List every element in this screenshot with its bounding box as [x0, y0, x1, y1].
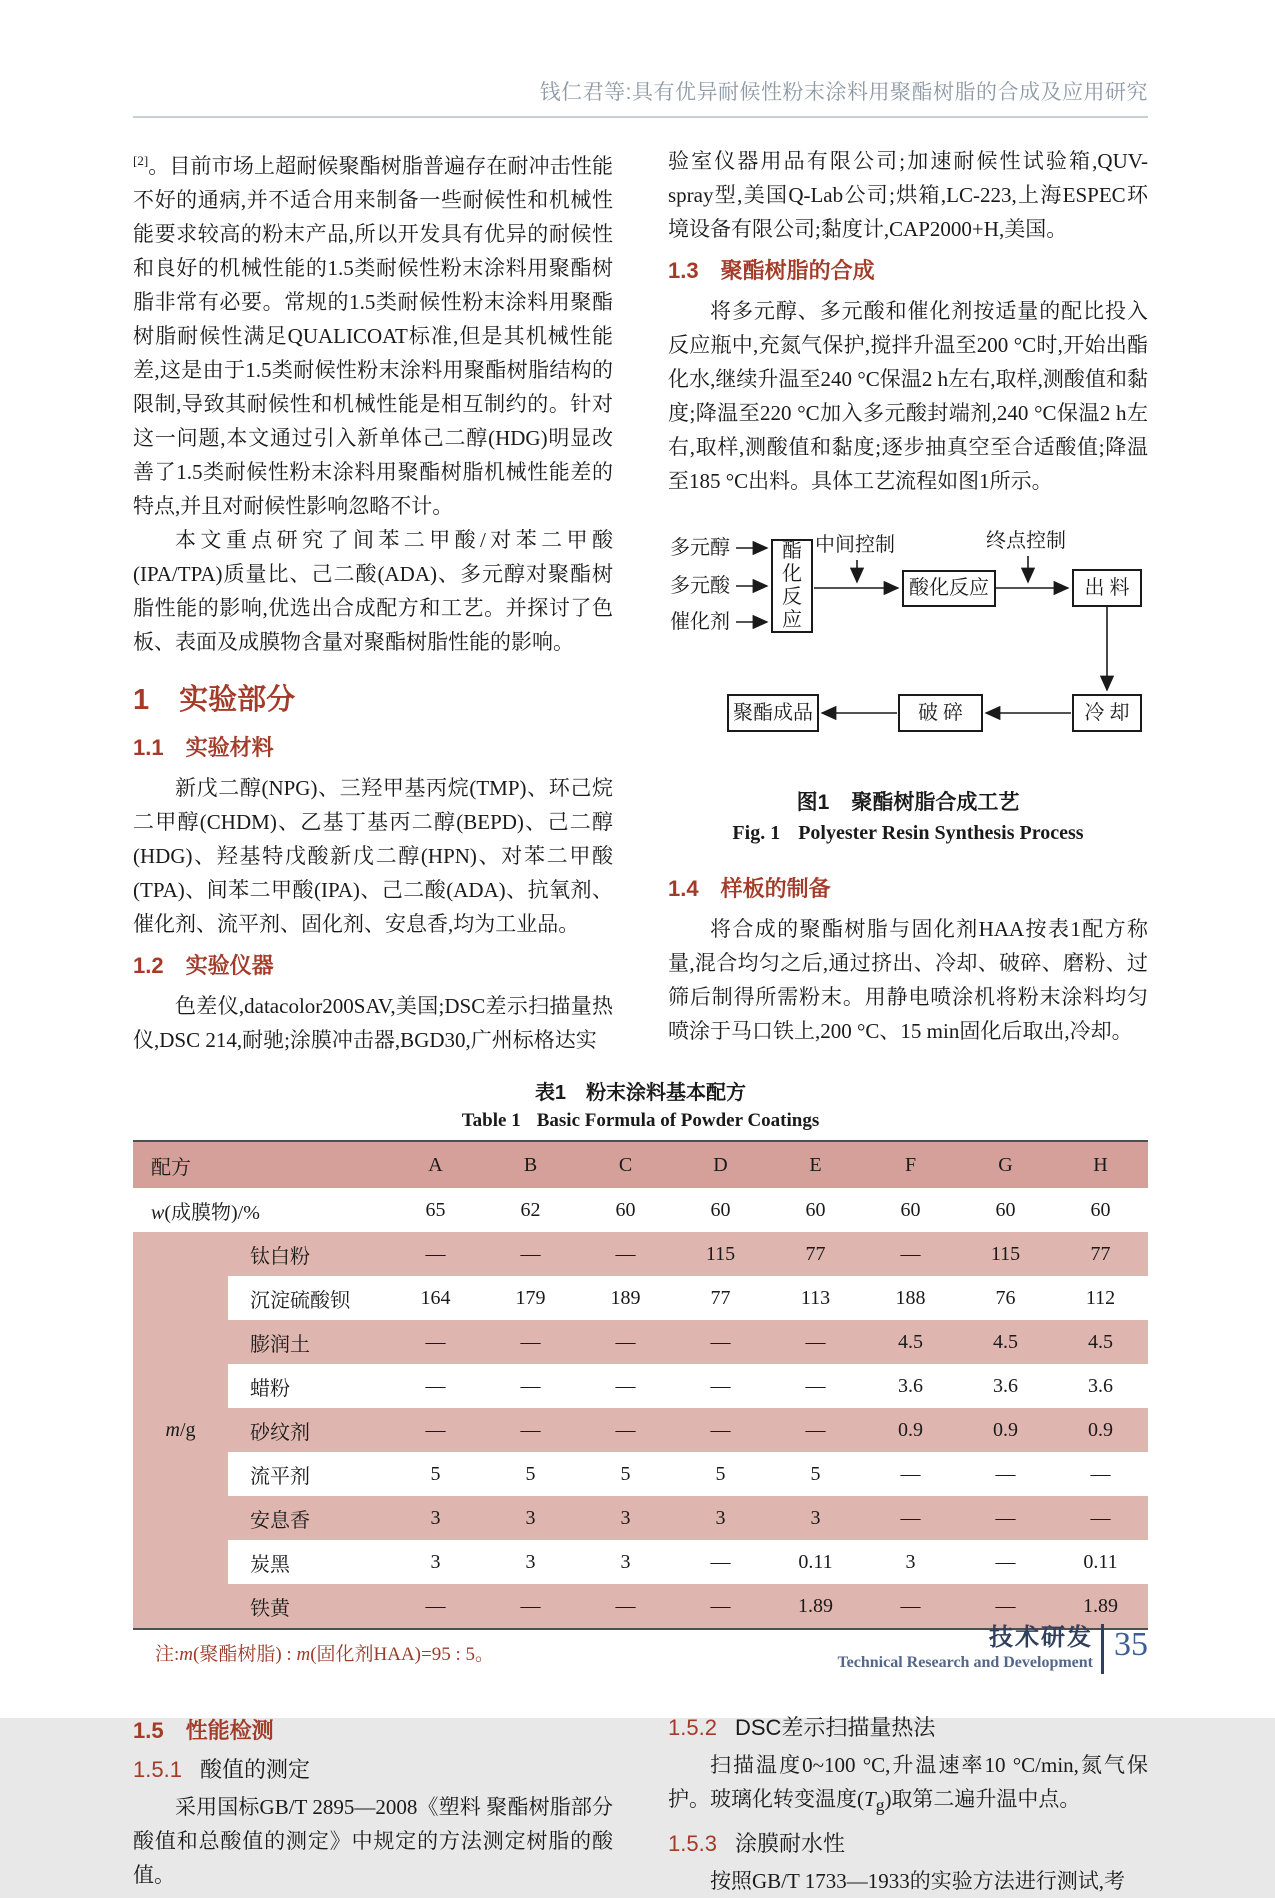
page-footer: [837, 1624, 1148, 1674]
flow-label-mid-control: 中间控制: [815, 534, 895, 556]
table-cell: 4.5: [1053, 1320, 1148, 1364]
table-cell: —: [900, 1462, 921, 1485]
column-header: D: [713, 1153, 728, 1176]
table-cell: 60: [615, 1198, 636, 1221]
table-cell: —: [863, 1232, 958, 1276]
table-cell: 4.5: [958, 1320, 1053, 1364]
table1-title-cn: 表1 粉末涂料基本配方: [534, 1082, 747, 1104]
footer-divider: [1101, 1624, 1104, 1674]
flow-input-catalyst: 催化剂: [670, 611, 730, 633]
table-cell: 113: [800, 1286, 831, 1309]
table-cell: 60: [1090, 1198, 1111, 1221]
table-cell: —: [673, 1408, 768, 1452]
table-cell: 60: [805, 1198, 826, 1221]
flow-box-crushing: 破 碎: [898, 694, 983, 732]
table-cell: —: [615, 1374, 636, 1397]
column-header: B: [523, 1153, 538, 1176]
column-header-formula: 配方: [151, 1156, 191, 1179]
table-cell: 1.89: [768, 1584, 863, 1629]
row-label: 蜡粉: [250, 1377, 290, 1400]
table1-block: [133, 1079, 1148, 1670]
running-title: 钱仁君等:具有优异耐候性粉末涂料用聚酯树脂的合成及应用研究: [539, 81, 1148, 104]
table-cell: 5: [430, 1462, 441, 1485]
table-cell: 115: [673, 1232, 768, 1276]
table-cell: 60: [900, 1198, 921, 1221]
row-label: w(成膜物)/%: [151, 1201, 260, 1224]
table-cell: —: [995, 1462, 1016, 1485]
table-row: [133, 1276, 1148, 1320]
bottom-right-column: [668, 1706, 1148, 1898]
table-row: [133, 1320, 1148, 1364]
flow-input-polyol: 多元醇: [670, 537, 730, 559]
table-cell: —: [578, 1320, 673, 1364]
table-row: [133, 1364, 1148, 1408]
table-header-row: [133, 1141, 1148, 1188]
table-cell: 3: [388, 1496, 483, 1540]
flow-box-esterification: 酯化反应: [771, 539, 813, 633]
table-cell: 60: [995, 1198, 1016, 1221]
table-cell: 3: [905, 1550, 916, 1573]
table-cell: 189: [610, 1286, 641, 1309]
section-heading-1: 1 实验部分: [133, 684, 296, 716]
table-cell: —: [805, 1374, 826, 1397]
flow-label-end-control: 终点控制: [986, 530, 1066, 552]
table-cell: 3.6: [898, 1374, 923, 1397]
table-cell: —: [483, 1584, 578, 1629]
section-heading-1-5-1: 1.5.1 酸值的测定: [133, 1757, 310, 1782]
table-cell: 0.11: [1083, 1550, 1118, 1573]
table-cell: —: [673, 1320, 768, 1364]
table-row: [133, 1452, 1148, 1496]
table-row: [133, 1540, 1148, 1584]
table-cell: 5: [810, 1462, 821, 1485]
column-header: A: [428, 1153, 443, 1176]
row-label: 铁黄: [228, 1584, 388, 1629]
table-cell: 1.89: [1053, 1584, 1148, 1629]
table-row: [133, 1232, 1148, 1276]
flow-box-cooling: 冷 却: [1072, 694, 1142, 732]
table-cell: —: [768, 1408, 863, 1452]
flow-input-polyacid: 多元酸: [670, 575, 730, 597]
flow-box-product: 聚酯成品: [727, 694, 819, 732]
footer-section-cn: 技术研发: [989, 1624, 1093, 1651]
right-column: [668, 144, 1148, 1057]
table-cell: —: [958, 1584, 1053, 1629]
column-header: C: [618, 1153, 633, 1176]
column-header: H: [1093, 1153, 1108, 1176]
table-cell: 0.11: [798, 1550, 833, 1573]
table-cell: 77: [1053, 1232, 1148, 1276]
table-cell: 60: [710, 1198, 731, 1221]
row-label: 沉淀硫酸钡: [250, 1289, 350, 1312]
paragraph-synthesis: 将多元醇、多元酸和催化剂按适量的配比投入反应瓶中,充氮气保护,搅拌升温至200 °C时,开始出酯化水,继续升温至240 °C保温2 h左右,取样,测酸值和黏度;降温至220 °C加入多元酸封端剂,240 °C保温2 h左右,取样,测酸值和黏度;逐步抽真空至合适酸值;降温至185 °C出料。具体工艺流程如图1所示。: [668, 299, 1148, 493]
table-cell: —: [483, 1232, 578, 1276]
table-cell: 76: [995, 1286, 1016, 1309]
table-cell: —: [388, 1408, 483, 1452]
table-cell: 65: [425, 1198, 446, 1221]
table-cell: 3: [578, 1496, 673, 1540]
table-cell: —: [483, 1320, 578, 1364]
table-cell: —: [1053, 1496, 1148, 1540]
table-cell: —: [710, 1374, 731, 1397]
table-cell: —: [768, 1320, 863, 1364]
paragraph-dsc: 扫描温度0~100 °C,升温速率10 °C/min,氮气保护。玻璃化转变温度$(T_g)$取第二遍升温中点。: [668, 1753, 1148, 1816]
bottom-columns: [133, 1706, 1148, 1898]
table-cell: 77: [710, 1286, 731, 1309]
paragraph-instruments-cont: 验室仪器用品有限公司;加速耐候性试验箱,QUV-spray型,美国Q-Lab公司;烘箱,LC-223,上海ESPEC环境设备有限公司;黏度计,CAP2000+H,美国。: [668, 149, 1148, 241]
flow-box-acidification: 酸化反应: [902, 570, 996, 607]
section-heading-1-5-3: 1.5.3 涂膜耐水性: [668, 1831, 845, 1857]
column-header: G: [998, 1153, 1013, 1176]
table-cell: —: [578, 1232, 673, 1276]
paragraph-materials: 新戊二醇(NPG)、三羟甲基丙烷(TMP)、环己烷二甲醇(CHDM)、乙基丁基丙二醇(BEPD)、己二醇(HDG)、羟基特戊酸新戊二醇(HPN)、对苯二甲酸(TPA)、间苯二甲酸(IPA)、己二酸(ADA)、抗氧剂、催化剂、流平剂、固化剂、安息香,均为工业品。: [133, 776, 613, 936]
table-cell: —: [1090, 1462, 1111, 1485]
table-cell: 4.5: [863, 1320, 958, 1364]
table-cell: —: [863, 1496, 958, 1540]
table-cell: 0.9: [958, 1408, 1053, 1452]
left-column: [133, 144, 613, 1057]
bottom-left-column: [133, 1706, 613, 1898]
table-row: [133, 1188, 1148, 1232]
footer-labels: [837, 1624, 1093, 1674]
section-heading-1-2: 1.2 实验仪器: [133, 953, 274, 978]
table-cell: 164: [420, 1286, 451, 1309]
table-cell: —: [673, 1584, 768, 1629]
section-heading-1-4: 1.4 样板的制备: [668, 876, 831, 901]
paragraph-water-resistance: 按照GB/T 1733—1933的实验方法进行测试,考: [710, 1869, 1125, 1894]
section-heading-1-1: 1.1 实验材料: [133, 735, 274, 760]
table-cell: 3: [673, 1496, 768, 1540]
row-label: 流平剂: [250, 1465, 310, 1488]
table-cell: 0.9: [863, 1408, 958, 1452]
table-cell: —: [388, 1584, 483, 1629]
table-cell: 188: [895, 1286, 926, 1309]
table-cell: —: [483, 1408, 578, 1452]
table-cell: 179: [515, 1286, 546, 1309]
section-heading-1-5-2: 1.5.2 DSC差示扫描量热法: [668, 1715, 936, 1740]
row-label: 安息香: [228, 1496, 388, 1540]
section-heading-1-3: 1.3 聚酯树脂的合成: [668, 258, 875, 283]
citation-marker: [2]: [133, 153, 149, 168]
table-row: [133, 1496, 1148, 1540]
table-cell: 5: [525, 1462, 536, 1485]
table-cell: 0.9: [1053, 1408, 1148, 1452]
table-cell: 77: [768, 1232, 863, 1276]
table-cell: 5: [620, 1462, 631, 1485]
table-cell: 62: [520, 1198, 541, 1221]
column-header: F: [904, 1153, 917, 1176]
table-cell: 5: [715, 1462, 726, 1485]
flow-box-discharge: 出 料: [1072, 569, 1142, 607]
table-cell: 115: [958, 1232, 1053, 1276]
table-cell: —: [388, 1320, 483, 1364]
table-cell: 3: [483, 1496, 578, 1540]
table-cell: 3.6: [1088, 1374, 1113, 1397]
table-cell: —: [995, 1550, 1016, 1573]
table-row: [133, 1584, 1148, 1629]
table1-note: 注:m(聚酯树脂) : m(固化剂HAA)=95 : 5。: [155, 1644, 494, 1665]
table-cell: —: [863, 1584, 958, 1629]
table1-title-en: Table 1 Basic Formula of Powder Coatings: [461, 1110, 820, 1131]
table-cell: —: [520, 1374, 541, 1397]
row-label: 钛白粉: [228, 1232, 388, 1276]
top-columns: [133, 144, 1148, 1057]
paragraph-sample-prep: 将合成的聚酯树脂与固化剂HAA按表1配方称量,混合均匀之后,通过挤出、冷却、破碎、磨粉、过筛后制得所需粉末。用静电喷涂机将粉末涂料均匀喷涂于马口铁上,200 °C、15 min固化后取出,冷却。: [668, 917, 1148, 1043]
table-cell: 3.6: [993, 1374, 1018, 1397]
table-cell: —: [578, 1584, 673, 1629]
header-rule: [133, 116, 1148, 118]
table-cell: 3: [430, 1550, 441, 1573]
table-cell: —: [578, 1408, 673, 1452]
footer-section-en: Technical Research and Development: [837, 1654, 1093, 1671]
table-cell: —: [710, 1550, 731, 1573]
paragraph-instruments: 色差仪,datacolor200SAV,美国;DSC差示扫描量热仪,DSC 214,耐驰;涂膜冲击器,BGD30,广州标格达实: [133, 994, 613, 1052]
table-cell: 3: [768, 1496, 863, 1540]
table-cell: —: [388, 1232, 483, 1276]
section-heading-1-5: 1.5 性能检测: [133, 1718, 274, 1743]
group-label-mass: m/g: [133, 1232, 228, 1629]
table-cell: —: [958, 1496, 1053, 1540]
row-label: 膨润土: [228, 1320, 388, 1364]
paragraph-intro: [2]。目前市场上超耐候聚酯树脂普遍存在耐冲击性能不好的通病,并不适合用来制备一些耐候性和机械性能要求较高的粉末产品,所以开发具有优异的耐候性和良好的机械性能的1.5类耐候性粉末涂料用聚酯树脂非常有必要。常规的1.5类耐候性粉末涂料用聚酯树脂耐候性满足QUALICOAT标准,但是其机械性能差,这是由于1.5类耐候性粉末涂料用聚酯树脂结构的限制,导致其耐候性和机械性能是相互制约的。针对这一问题,本文通过引入新单体己二醇(HDG)明显改善了1.5类耐候性粉末涂料用聚酯树脂机械性能差的特点,并且对耐候性影响忽略不计。: [133, 153, 613, 518]
table-cell: 3: [525, 1550, 536, 1573]
paragraph-scope: 本文重点研究了间苯二甲酸/对苯二甲酸(IPA/TPA)质量比、己二酸(ADA)、多元醇对聚酯树脂性能的影响,优选出合成配方和工艺。并探讨了色板、表面及成膜物含量对聚酯树脂性能的影响。: [133, 528, 613, 654]
subscript-g: g: [875, 1795, 885, 1816]
table-row: [133, 1408, 1148, 1452]
page-number: 35: [1114, 1626, 1148, 1663]
column-header: E: [809, 1153, 822, 1176]
row-label: 炭黑: [250, 1553, 290, 1576]
table-cell: 112: [1085, 1286, 1116, 1309]
figure1-caption: 图1 聚酯树脂合成工艺 Fig. 1 Polyester Resin Synthesis Process: [732, 791, 1084, 844]
paragraph-acid-value: 采用国标GB/T 2895—2008《塑料 聚酯树脂部分酸值和总酸值的测定》中规定的方法测定树脂的酸值。: [133, 1795, 613, 1887]
table-cell: —: [425, 1374, 446, 1397]
row-label: 砂纹剂: [228, 1408, 388, 1452]
table-cell: 3: [620, 1550, 631, 1573]
formula-table: [133, 1140, 1148, 1630]
figure1-flowchart: [668, 526, 1163, 754]
